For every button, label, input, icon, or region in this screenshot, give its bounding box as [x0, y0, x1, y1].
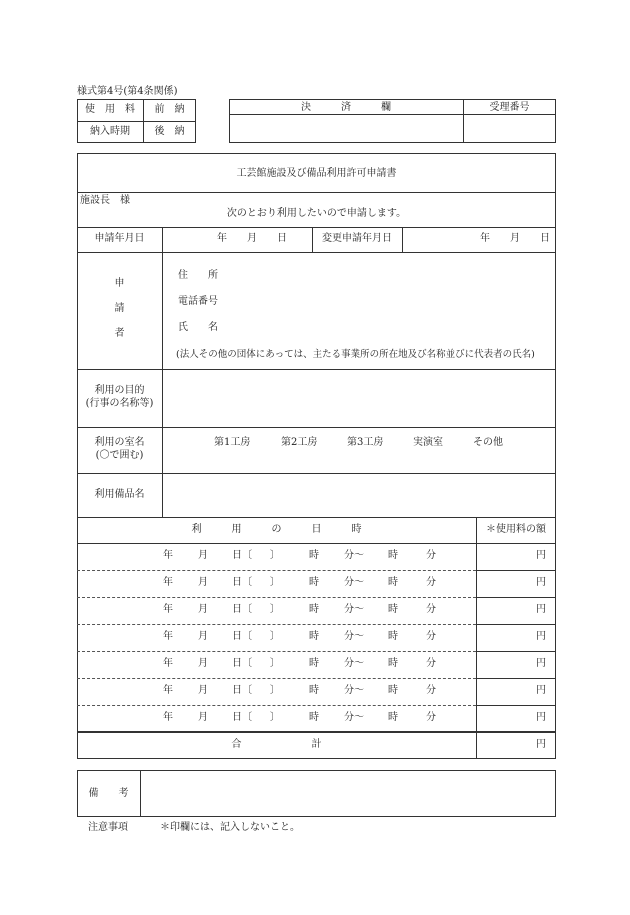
yen-unit: 円	[536, 604, 546, 615]
day-unit: 日〔	[232, 604, 252, 615]
room-label: 利用の室名	[94, 437, 145, 448]
start-minute-unit: 分〜	[344, 712, 364, 723]
month-unit: 月	[198, 550, 208, 561]
applicant-label-2: 請	[114, 303, 125, 314]
apply-date-field[interactable]: 年 月 日	[217, 233, 287, 244]
address-label: 住 所	[178, 270, 218, 281]
end-minute-unit: 分	[426, 631, 436, 642]
end-hour-unit: 時	[388, 685, 398, 696]
room-sublabel: (〇で囲む)	[95, 450, 144, 461]
yen-unit: 円	[536, 658, 546, 669]
start-hour-unit: 時	[309, 631, 319, 642]
schedule-header: 利 用 の 日 時	[191, 524, 362, 535]
caution-text: ＊印欄には、記入しないこと。	[160, 822, 300, 833]
month-unit: 月	[198, 685, 208, 696]
start-minute-unit: 分〜	[344, 604, 364, 615]
start-hour-unit: 時	[309, 685, 319, 696]
room-option-5[interactable]: その他	[473, 437, 503, 448]
weekday-bracket: 〕	[270, 658, 280, 669]
purpose-sublabel: (行事の名称等)	[85, 398, 154, 409]
change-date-field[interactable]: 年 月 日	[480, 233, 550, 244]
equipment-label: 利用備品名	[94, 489, 145, 500]
start-hour-unit: 時	[309, 658, 319, 669]
end-hour-unit: 時	[388, 604, 398, 615]
start-minute-unit: 分〜	[344, 577, 364, 588]
purpose-label: 利用の目的	[94, 385, 145, 396]
end-hour-unit: 時	[388, 712, 398, 723]
month-unit: 月	[198, 604, 208, 615]
schedule-row[interactable]	[77, 570, 556, 597]
weekday-bracket: 〕	[270, 604, 280, 615]
total-label: 合 計	[231, 739, 322, 750]
day-unit: 日〔	[232, 685, 252, 696]
day-unit: 日〔	[232, 712, 252, 723]
schedule-row[interactable]	[77, 705, 556, 732]
year-unit: 年	[163, 550, 173, 561]
name-label: 氏 名	[178, 322, 218, 333]
form-number: 様式第4号(第4条関係)	[77, 86, 178, 97]
phone-label: 電話番号	[178, 296, 218, 307]
weekday-bracket: 〕	[270, 712, 280, 723]
start-hour-unit: 時	[309, 577, 319, 588]
schedule-row[interactable]	[77, 624, 556, 651]
purpose-field[interactable]	[163, 370, 555, 426]
end-minute-unit: 分	[426, 577, 436, 588]
year-unit: 年	[163, 577, 173, 588]
receipt-number-label: 受理番号	[489, 102, 530, 113]
schedule-row[interactable]	[77, 651, 556, 678]
addressee: 施設長 様	[80, 195, 130, 206]
room-option-1[interactable]: 第1工房	[214, 437, 251, 448]
yen-unit: 円	[536, 550, 546, 561]
total-yen-unit: 円	[536, 739, 546, 750]
remarks-field[interactable]	[141, 771, 555, 816]
start-minute-unit: 分〜	[344, 631, 364, 642]
day-unit: 日〔	[232, 658, 252, 669]
start-minute-unit: 分〜	[344, 685, 364, 696]
room-option-4[interactable]: 実演室	[413, 437, 443, 448]
month-unit: 月	[198, 712, 208, 723]
yen-unit: 円	[536, 712, 546, 723]
start-minute-unit: 分〜	[344, 550, 364, 561]
month-unit: 月	[198, 577, 208, 588]
end-hour-unit: 時	[388, 577, 398, 588]
yen-unit: 円	[536, 685, 546, 696]
form-title: 工芸館施設及び備品利用許可申請書	[236, 168, 397, 179]
weekday-bracket: 〕	[270, 685, 280, 696]
applicant-label-3: 者	[114, 328, 125, 339]
caution-label: 注意事項	[88, 822, 128, 833]
start-hour-unit: 時	[309, 550, 319, 561]
end-minute-unit: 分	[426, 685, 436, 696]
weekday-bracket: 〕	[270, 577, 280, 588]
schedule-row[interactable]	[77, 597, 556, 624]
start-hour-unit: 時	[309, 712, 319, 723]
applicant-note: (法人その他の団体にあっては、主たる事業所の所在地及び名称並びに代表者の氏名)	[176, 349, 535, 360]
end-minute-unit: 分	[426, 604, 436, 615]
month-unit: 月	[198, 658, 208, 669]
end-minute-unit: 分	[426, 658, 436, 669]
change-date-label: 変更申請年月日	[322, 233, 392, 244]
approval-header: 決 済 欄	[301, 102, 391, 113]
fee-amount-header: ＊使用料の額	[486, 524, 546, 535]
yen-unit: 円	[536, 577, 546, 588]
postpay-option[interactable]: 後 納	[154, 126, 185, 137]
timing-label: 納入時期	[90, 126, 130, 137]
room-option-3[interactable]: 第3工房	[347, 437, 384, 448]
weekday-bracket: 〕	[270, 550, 280, 561]
start-hour-unit: 時	[309, 604, 319, 615]
end-minute-unit: 分	[426, 712, 436, 723]
year-unit: 年	[163, 685, 173, 696]
end-hour-unit: 時	[388, 658, 398, 669]
year-unit: 年	[163, 631, 173, 642]
year-unit: 年	[163, 712, 173, 723]
fee-label: 使 用 料	[85, 104, 135, 115]
applicant-label-1: 申	[114, 278, 125, 289]
equipment-field[interactable]	[163, 474, 555, 516]
start-minute-unit: 分〜	[344, 658, 364, 669]
end-hour-unit: 時	[388, 550, 398, 561]
day-unit: 日〔	[232, 631, 252, 642]
end-hour-unit: 時	[388, 631, 398, 642]
end-minute-unit: 分	[426, 550, 436, 561]
remarks-label: 備 考	[88, 788, 129, 799]
year-unit: 年	[163, 658, 173, 669]
year-unit: 年	[163, 604, 173, 615]
yen-unit: 円	[536, 631, 546, 642]
schedule-row[interactable]	[77, 543, 556, 570]
month-unit: 月	[198, 631, 208, 642]
schedule-rows	[77, 543, 556, 732]
day-unit: 日〔	[232, 577, 252, 588]
schedule-row[interactable]	[77, 678, 556, 705]
room-option-2[interactable]: 第2工房	[281, 437, 318, 448]
day-unit: 日〔	[232, 550, 252, 561]
intro-text: 次のとおり利用したいので申請します。	[226, 208, 407, 219]
apply-date-label: 申請年月日	[94, 233, 145, 244]
prepay-option[interactable]: 前 納	[154, 104, 185, 115]
weekday-bracket: 〕	[270, 631, 280, 642]
